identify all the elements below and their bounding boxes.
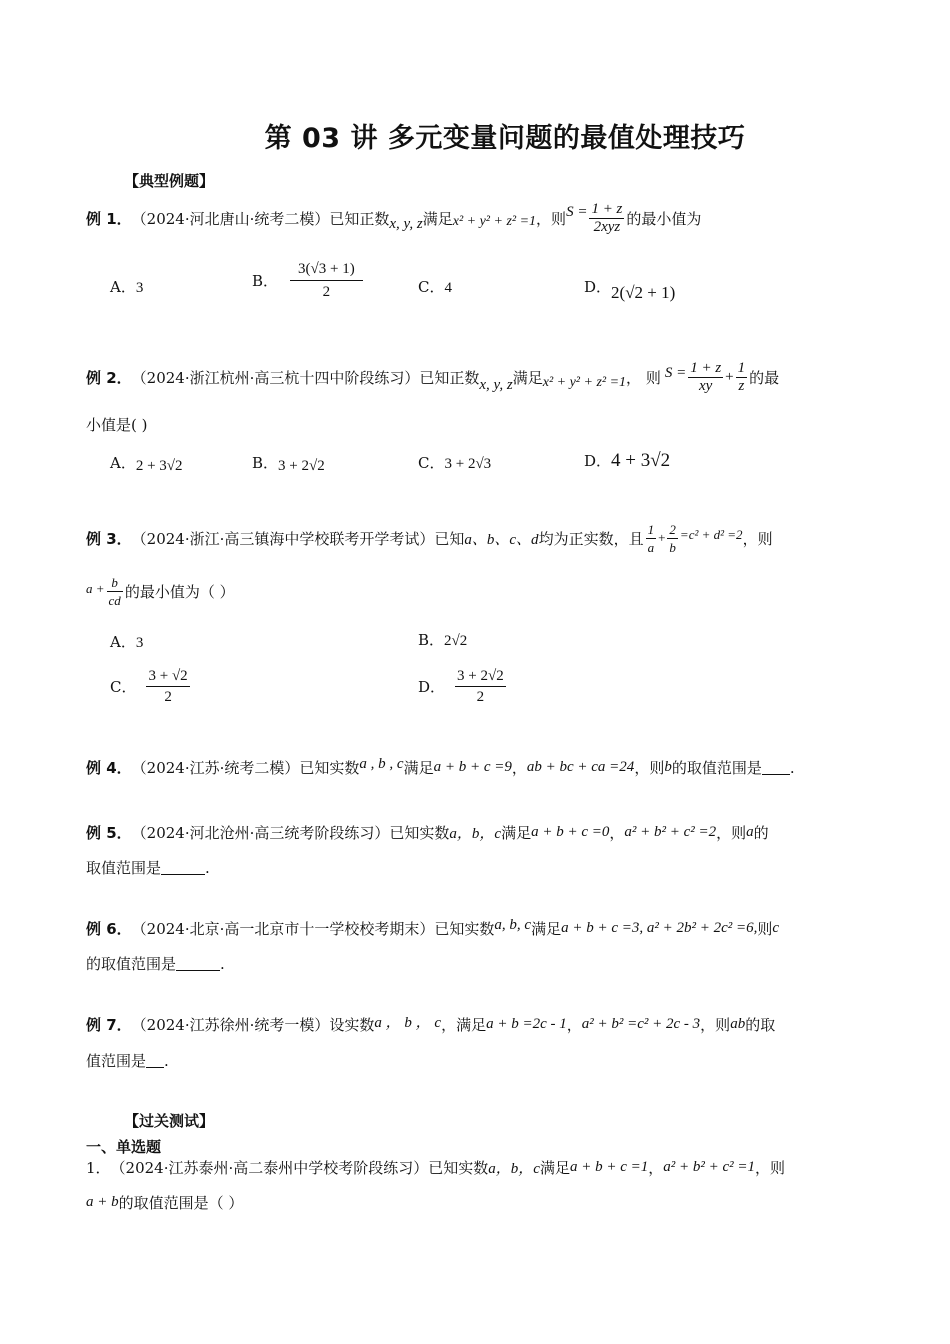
example-3-expr-a: a + [86, 581, 105, 596]
example-4-source: （2024·江苏·统考二模）已知实数 [131, 759, 360, 777]
option-c-label: C． [418, 454, 445, 472]
example-7 [86, 1014, 775, 1035]
option-c-denominator: 2 [164, 689, 172, 705]
example-2-cond-text: 满足 [512, 368, 543, 387]
example-6-source: （2024·北京·高一北京市十一学校校考期末）已知实数 [131, 920, 495, 938]
example-3-line-2 [86, 570, 235, 612]
example-4-condition-1: a + b + c =9 [433, 759, 512, 775]
example-4-end: . [789, 758, 795, 777]
option-d-numerator: 3 + 2√2 [455, 666, 506, 687]
example-4-label: 例 4． [86, 759, 132, 777]
option-a-value: 2 + 3√2 [135, 458, 183, 474]
example-3-fraction-1 [646, 521, 657, 556]
example-3-option-a[interactable] [110, 631, 143, 652]
example-4-comma: ， [511, 759, 527, 777]
example-5-condition-2: a² + b² + c² =2 [624, 824, 717, 840]
example-3-expr-fraction [107, 574, 123, 609]
example-7-line-2-text: 值范围是 [86, 1052, 147, 1070]
question-1 [86, 1157, 785, 1178]
example-4-cond-text: 满足 [403, 759, 434, 777]
example-2-s-denominator: xy [699, 377, 713, 394]
example-3-tail: 的最小值为（ ） [124, 582, 235, 601]
example-1-s-fraction [589, 201, 624, 236]
example-7-var: ab [730, 1016, 746, 1032]
example-6-label: 例 6． [86, 920, 132, 938]
example-1-then: ，则 [536, 209, 567, 228]
option-b-numerator: 3(√3 + 1) [290, 258, 363, 281]
example-7-line-2 [86, 1050, 169, 1071]
option-b-label: B． [252, 454, 279, 472]
example-4-var: b [664, 759, 672, 775]
answer-blank[interactable] [161, 860, 205, 875]
example-3-expr-denominator: cd [108, 592, 121, 608]
example-6-then: 则 [757, 920, 773, 938]
example-5-condition-1: a + b + c =0 [531, 824, 610, 840]
example-1 [86, 198, 701, 238]
answer-blank[interactable] [762, 760, 790, 775]
example-5-line-2-text: 取值范围是 [86, 859, 162, 877]
option-b-fraction [290, 258, 363, 303]
example-2-option-b[interactable] [252, 452, 325, 473]
example-3-option-d[interactable] [418, 666, 508, 707]
example-7-label: 例 7． [86, 1016, 132, 1034]
page-title: 第 03 讲 多元变量问题的最值处理技巧 [264, 123, 746, 154]
question-1-then: ，则 [755, 1159, 786, 1177]
answer-blank[interactable] [176, 956, 220, 971]
option-c-value: 3 + 2√3 [444, 456, 492, 472]
option-d-value: 2(√2 + 1) [611, 283, 676, 302]
example-5-end: . [205, 858, 210, 877]
example-4-then: ，则 [634, 759, 665, 777]
question-1-condition-1: a + b + c =1 [569, 1159, 649, 1175]
example-7-condition-2: a² + b² =c² + 2c - 3 [581, 1016, 701, 1032]
example-6-condition: a + b + c =3, a² + 2b² + 2c² =6, [561, 920, 758, 936]
example-3-option-c[interactable] [110, 666, 192, 707]
question-1-cond-text: 满足 [539, 1159, 570, 1177]
example-2-s-lhs: S = [664, 364, 687, 381]
example-5-label: 例 5． [86, 824, 132, 842]
option-a-label: A． [110, 633, 136, 651]
example-1-cond-text: 满足 [422, 209, 453, 228]
section-examples-heading: 【典型例题】 [124, 172, 215, 190]
example-1-vars: x, y, z [389, 215, 423, 232]
option-c-label: C． [418, 278, 445, 296]
option-a-value: 3 [135, 635, 144, 651]
example-4 [86, 757, 795, 778]
example-4-tail: 的取值范围是 [671, 759, 762, 777]
example-3-f1-denominator: a [647, 539, 655, 555]
option-c-numerator: 3 + √2 [146, 666, 189, 687]
question-1-condition-2: a² + b² + c² =1 [663, 1159, 756, 1175]
example-2-plus: + [725, 368, 734, 385]
example-3: 例 3． （2024·浙江·高三镇海中学校联考开学考试）已知 a、b、c、d 均为正实数，且 $\frac{1}{a}$ + $\frac{2}{b}$ =c² + d² =2 ，则 [86, 521, 773, 555]
option-d-label: D． [584, 278, 612, 296]
example-5 [86, 822, 769, 843]
option-d-label: D． [584, 452, 612, 470]
example-6-line-2 [86, 953, 225, 974]
question-1-source: （2024·江苏泰州·高二泰州中学校考阶段练习）已知实数 [110, 1159, 489, 1177]
example-3-expr-numerator: b [107, 574, 123, 592]
example-3-option-b[interactable] [418, 629, 467, 650]
example-7-source: （2024·江苏徐州·统考一模）设实数 [131, 1016, 375, 1034]
example-5-source: （2024·河北沧州·高三统考阶段练习）已知实数 [131, 824, 450, 842]
example-7-comma: ， [566, 1016, 582, 1034]
question-1-vars: a，b，c [488, 1161, 540, 1177]
example-3-label: 例 3． [86, 529, 132, 548]
example-3-vars: a、b、c、d [464, 531, 539, 548]
example-2-option-d[interactable] [584, 450, 670, 472]
question-1-tail: 的取值范围是（ ） [118, 1194, 244, 1212]
option-d-fraction [455, 666, 506, 707]
example-5-var: a [746, 824, 754, 840]
option-b-label: B． [252, 272, 279, 290]
example-7-end: . [164, 1051, 169, 1070]
example-1-label: 例 1． [86, 209, 132, 228]
example-5-vars: a，b，c [449, 826, 502, 842]
option-c-value: 4 [444, 280, 452, 296]
example-2-line-2: 小值是( ) [86, 416, 148, 434]
example-1-option-c[interactable] [418, 276, 452, 297]
example-2-label: 例 2． [86, 368, 132, 387]
example-5-cond-text: 满足 [501, 824, 532, 842]
example-1-source: （2024·河北唐山·统考二模）已知正数 [131, 209, 390, 228]
option-b-denominator: 2 [322, 284, 331, 300]
example-4-condition-2: ab + bc + ca =24 [526, 759, 635, 775]
example-7-condition-1: a + b =2c - 1 [486, 1016, 567, 1032]
example-5-then: ，则 [716, 824, 747, 842]
example-2-s-numerator: 1 + z [690, 359, 722, 376]
example-2-vars: x, y, z [479, 376, 513, 393]
example-5-line-2 [86, 857, 210, 878]
option-a-label: A． [110, 278, 136, 296]
example-5-comma: ， [609, 824, 625, 842]
example-3-cond-text: 均为正实数，且 [538, 529, 644, 548]
example-2-s2-denominator: z [738, 377, 745, 394]
example-7-tail: 的取 [745, 1016, 776, 1034]
example-2-s2-numerator: 1 [737, 359, 746, 376]
example-1-tail: 的最小值为 [626, 209, 702, 228]
example-2-then: ， 则 [626, 368, 661, 387]
example-1-condition: x² + y² + z² =1 [452, 214, 537, 229]
option-b-label: B． [418, 631, 445, 649]
example-1-option-b[interactable] [252, 258, 365, 303]
example-7-vars: a ， b ， c [374, 1015, 442, 1031]
example-3-f2-denominator: b [669, 539, 676, 555]
example-1-option-d[interactable] [584, 276, 676, 302]
example-3-source: （2024·浙江·高三镇海中学校联考开学考试）已知 [131, 529, 465, 548]
example-3-f2-numerator: 2 [669, 521, 676, 537]
example-6 [86, 918, 779, 939]
option-a-label: A． [110, 454, 136, 472]
option-d-denominator: 2 [476, 689, 485, 705]
example-1-s-numerator: 1 + z [591, 200, 623, 217]
example-2 [86, 356, 779, 398]
question-1-number: 1． [86, 1159, 111, 1177]
example-6-line-2-text: 的取值范围是 [86, 955, 177, 973]
option-a-value: 3 [135, 280, 144, 296]
option-b-value: 2√2 [444, 633, 468, 649]
example-7-then: ，则 [700, 1016, 731, 1034]
question-1-line-2 [86, 1192, 243, 1213]
example-1-s-denominator: 2xyz [593, 218, 621, 235]
example-6-vars: a, b, c [494, 917, 532, 933]
option-c-label: C． [110, 678, 137, 696]
example-6-cond-text: 满足 [531, 920, 562, 938]
example-3-then: ，则 [742, 529, 773, 548]
example-3-fraction-2 [667, 521, 678, 556]
option-c-fraction [146, 666, 189, 707]
example-2-s-fraction [688, 360, 723, 395]
answer-blank[interactable] [146, 1053, 164, 1068]
example-4-vars: a , b , c [359, 756, 404, 772]
example-6-var: c [772, 920, 780, 936]
example-2-s2-fraction [736, 360, 748, 395]
example-3-condition: =c² + d² =2 [679, 527, 743, 542]
example-1-s-lhs: S = [566, 203, 588, 220]
option-b-value: 3 + 2√2 [278, 458, 325, 474]
question-1-expr: a + b [86, 1194, 119, 1210]
example-7-cond-text: ，满足 [441, 1016, 487, 1034]
example-2-source: （2024·浙江杭州·高三杭十四中阶段练习）已知正数 [131, 368, 480, 387]
example-2-option-a[interactable] [110, 452, 183, 473]
example-1-option-a[interactable] [110, 276, 143, 297]
option-d-label: D． [418, 678, 446, 696]
question-1-comma: ， [648, 1159, 664, 1177]
subsection-single-choice: 一、单选题 [86, 1138, 162, 1156]
example-6-end: . [220, 954, 225, 973]
option-d-value: 4 + 3√2 [611, 450, 671, 471]
section-tests-heading: 【过关测试】 [124, 1112, 215, 1130]
example-5-tail: 的 [753, 824, 769, 842]
example-3-f1-numerator: 1 [647, 521, 655, 537]
example-2-tail: 的最 [749, 368, 780, 387]
example-2-option-c[interactable] [418, 452, 491, 473]
example-2-condition: x² + y² + z² =1 [542, 375, 627, 390]
